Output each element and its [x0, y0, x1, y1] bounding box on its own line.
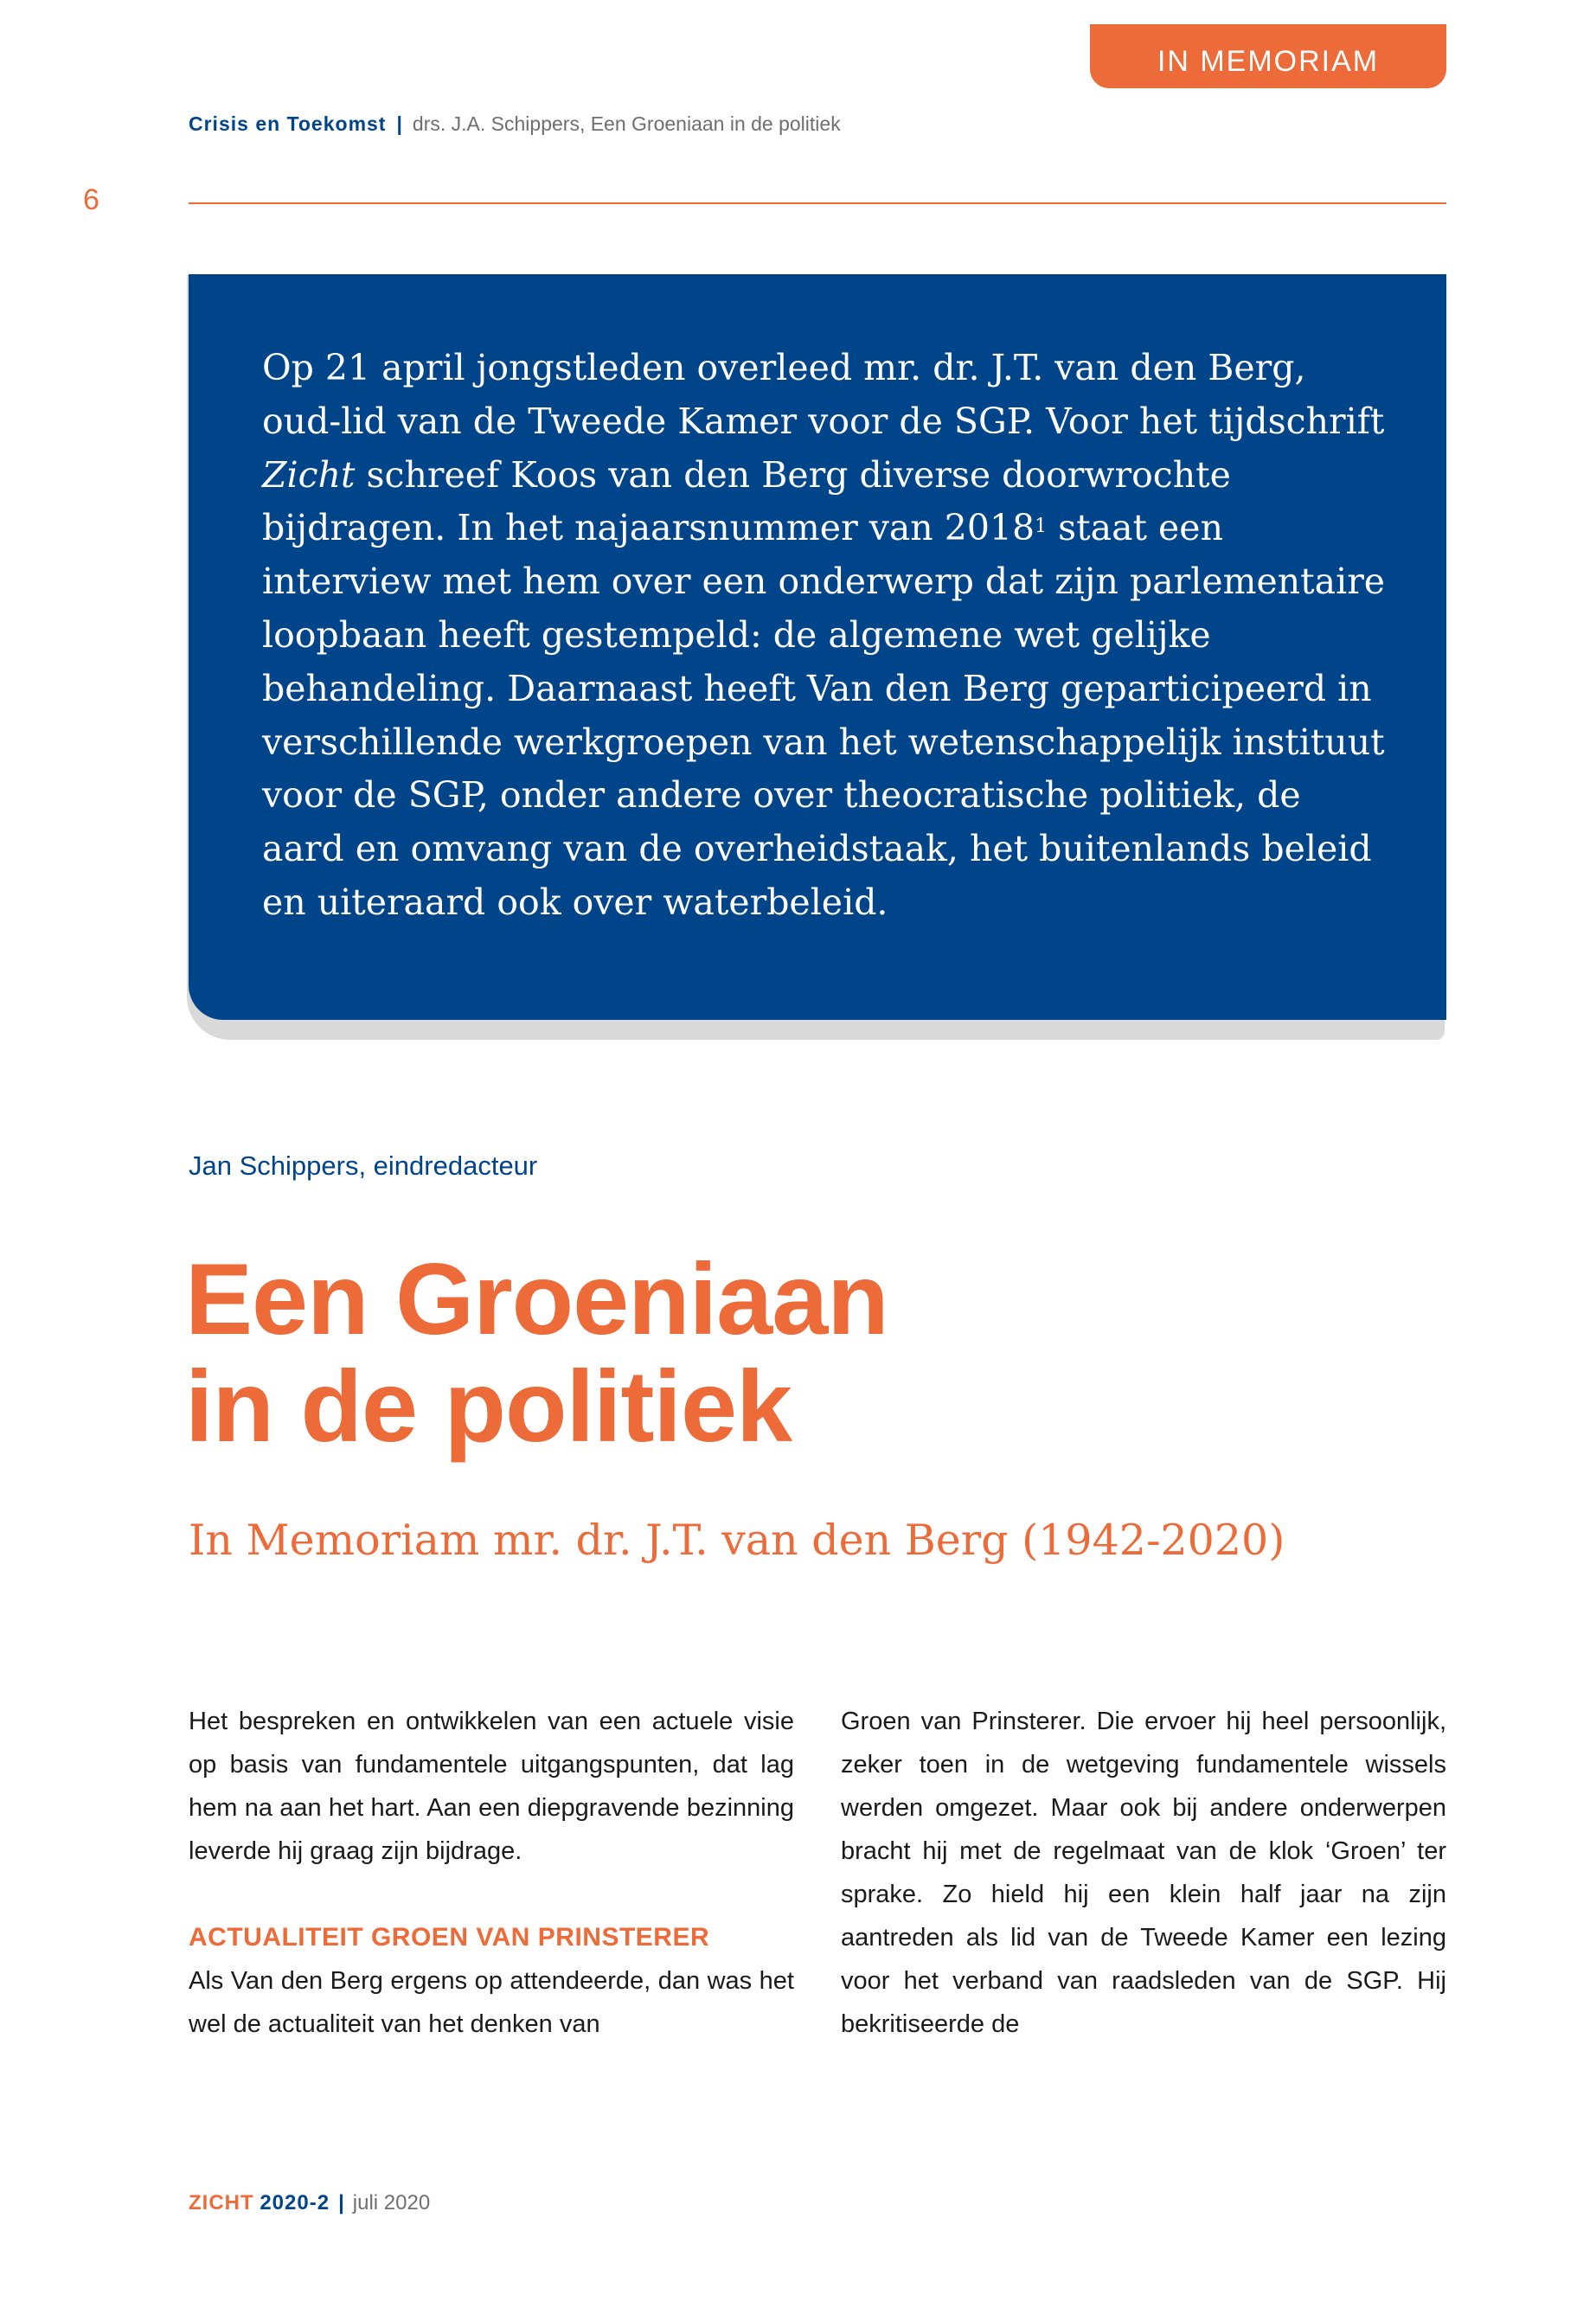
header-divider: [189, 202, 1446, 204]
byline: Jan Schippers, eindredacteur: [189, 1150, 538, 1181]
footer-separator: |: [338, 2191, 344, 2214]
article-subtitle: In Memoriam mr. dr. J.T. van den Berg (1942-2020): [189, 1516, 1285, 1565]
article-title-line-2: in de politiek: [185, 1349, 792, 1463]
intro-text-part-2: schreef Koos van den Berg diverse doorwrochte bijdragen. In het najaarsnummer van 2018: [262, 453, 1231, 549]
footer-date: juli 2020: [352, 2191, 431, 2214]
page-number: 6: [83, 183, 99, 216]
running-head: [189, 112, 841, 136]
journal-name: Crisis en Toekomst: [189, 112, 387, 135]
intro-box: [189, 274, 1446, 1020]
section-tag: IN MEMORIAM: [1090, 24, 1446, 88]
article-reference: drs. J.A. Schippers, Een Groeniaan in de politiek: [412, 112, 841, 135]
article-title: [185, 1242, 888, 1463]
body-paragraph: Als Van den Berg ergens op attendeerde, dan was het wel de actualiteit van het denken van: [189, 1967, 794, 2038]
footnote-reference[interactable]: 1: [1035, 516, 1048, 538]
body-paragraph: Groen van Prinsterer. Die ervoer hij heel persoonlijk, zeker toen in de wetgeving fundamentele wissels werden omgezet. Maar ook bij andere onderwerpen bracht hij met de regelmaat van de klok ‘Groen’ ter sprake. Zo hield hij een klein half jaar na zijn aantreden als lid van de Tweede Kamer een lezing voor het verband van raadsleden van de SGP. Hij bekritiseerde de: [841, 1708, 1446, 2038]
intro-text-part-3: staat een interview met hem over een onderwerp dat zijn parlementaire loopbaan heeft gestempeld: de algemene wet gelijke behandeling. Daarnaast heeft Van den Berg geparticipeerd in verschillende werkgroepen van het wetenschappelijk instituut voor de SGP, onder andere over theocratische politiek, de aard en omvang van de overheidstaak, het buitenlands beleid en uiteraard ook over waterbeleid.: [262, 507, 1386, 923]
intro-text-part-1: Op 21 april jongstleden overleed mr. dr. J.T. van den Berg, oud-lid van de Tweede Kamer voor de SGP. Voor het tijdschrift: [262, 347, 1385, 442]
footer-brand: ZICHT: [189, 2191, 254, 2214]
footer-issue: 2020-2: [260, 2191, 330, 2214]
journal-title-italic: Zicht: [262, 453, 356, 496]
body-column-right: [841, 1700, 1446, 2046]
body-paragraph: Het bespreken en ontwikkelen van een actuele visie op basis van fundamentele uitgangspunten, dat lag hem na aan het hart. Aan een diepgravende bezinning leverde hij graag zijn bijdrage.: [189, 1708, 794, 1865]
intro-text: [262, 342, 1387, 930]
body-column-left: [189, 1700, 794, 2046]
running-head-separator: |: [396, 112, 402, 135]
section-heading: ACTUALITEIT GROEN VAN PRINSTERER: [189, 1923, 710, 1952]
article-title-line-1: Een Groeniaan: [185, 1242, 888, 1356]
page-footer: [189, 2191, 430, 2215]
